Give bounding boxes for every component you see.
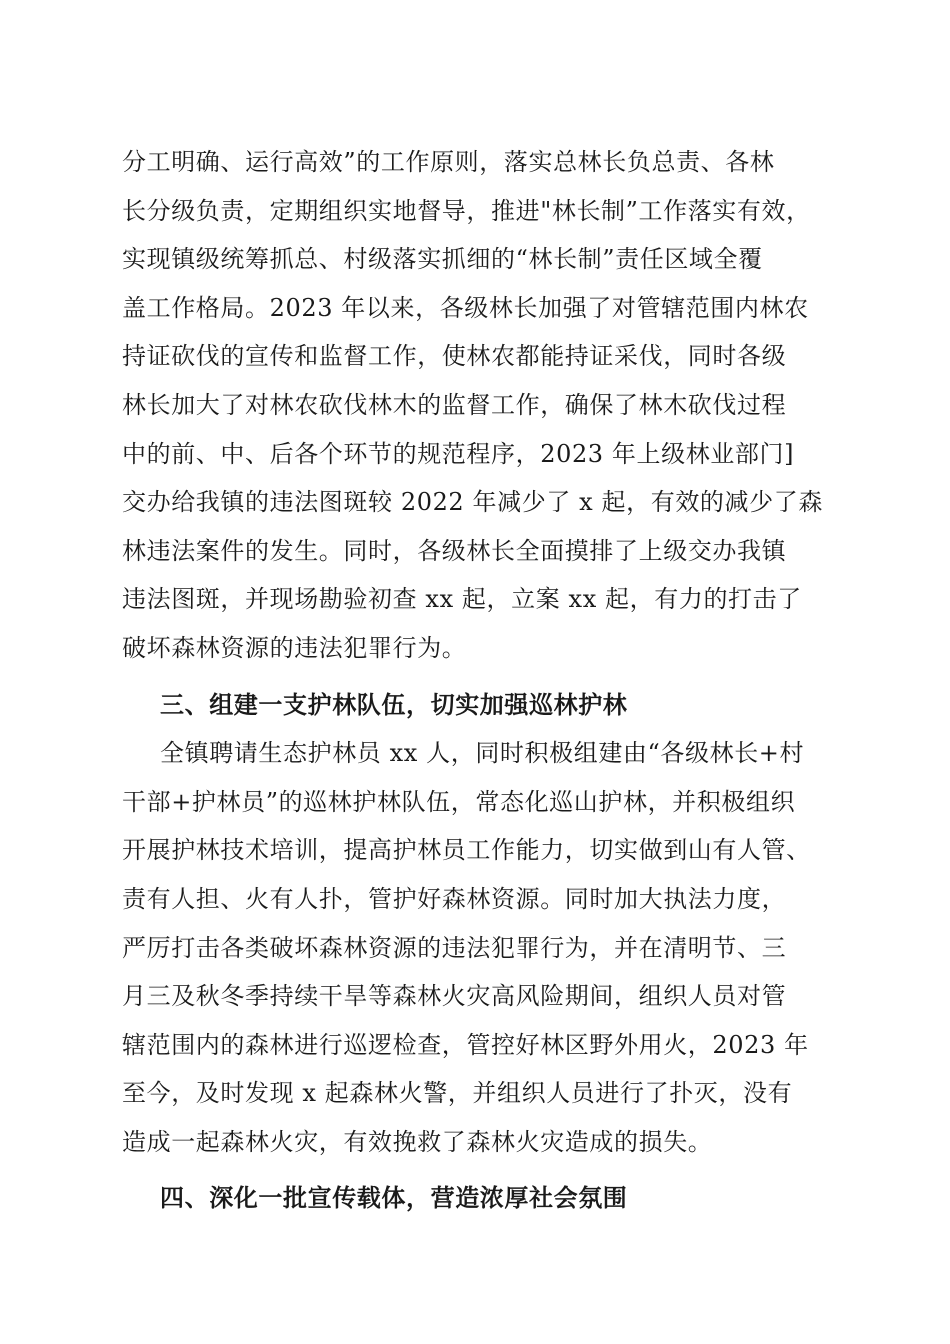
text-line: 严厉打击各类破坏森林资源的违法犯罪行为，并在清明节、三 bbox=[122, 933, 787, 962]
text-line: 长分级负责，定期组织实地督导，推进"林长制”工作落实有效， bbox=[122, 196, 811, 225]
text-line: 交办给我镇的违法图斑较 2022 年减少了 x 起，有效的减少了森 bbox=[122, 488, 823, 517]
text-line: 实现镇级统筹抓总、村级落实抓细的“林长制”责任区域全覆 bbox=[122, 245, 763, 274]
document-body bbox=[122, 138, 838, 1223]
text-line: 林违法案件的发生。同时，各级林长全面摸排了上级交办我镇 bbox=[122, 536, 787, 565]
text-line: 破坏森林资源的违法犯罪行为。 bbox=[122, 633, 467, 662]
text-line: 分工明确、运行高效”的工作原则，落实总林长负总责、各林 bbox=[122, 148, 775, 176]
text-line: 盖工作格局。2023 年以来，各级林长加强了对管辖范围内林农 bbox=[122, 293, 809, 322]
text-line: 造成一起森林火灾，有效挽救了森林火灾造成的损失。 bbox=[122, 1127, 713, 1156]
text-line: 开展护林技术培训，提高护林员工作能力，切实做到山有人管、 bbox=[122, 836, 811, 865]
text-line: 违法图斑，并现场勘验初查 xx 起，立案 xx 起，有力的打击了 bbox=[122, 585, 802, 614]
text-line: 林长加大了对林农砍伐林木的监督工作，确保了林木砍伐过程 bbox=[122, 390, 787, 419]
text-line: 辖范围内的森林进行巡逻检查，管控好林区野外用火，2023 年 bbox=[122, 1030, 809, 1059]
text-line: 干部+护林员”的巡林护林队伍，常态化巡山护林，并积极组织 bbox=[122, 787, 796, 816]
text-line: 责有人担、火有人扑，管护好森林资源。同时加大执法力度， bbox=[122, 884, 787, 913]
text-line: 至今，及时发现 x 起森林火警，并组织人员进行了扑灭，没有 bbox=[122, 1079, 793, 1108]
text-line: 中的前、中、后各个环节的规范程序，2023 年上级林业部门] bbox=[122, 439, 795, 468]
text-line: 持证砍伐的宣传和监督工作，使林农都能持证采伐，同时各级 bbox=[122, 342, 787, 371]
text-line: 全镇聘请生态护林员 xx 人，同时积极组建由“各级林长+村 bbox=[160, 739, 805, 768]
section-heading-3: 三、组建一支护林队伍，切实加强巡林护林 bbox=[160, 690, 628, 719]
text-line: 月三及秋冬季持续干旱等森林火灾高风险期间，组织人员对管 bbox=[122, 982, 787, 1011]
paragraph-forest-chief-system bbox=[122, 138, 838, 673]
section-heading-4: 四、深化一批宣传载体，营造浓厚社会氛围 bbox=[160, 1184, 628, 1213]
paragraph-patrol-team bbox=[122, 729, 838, 1166]
